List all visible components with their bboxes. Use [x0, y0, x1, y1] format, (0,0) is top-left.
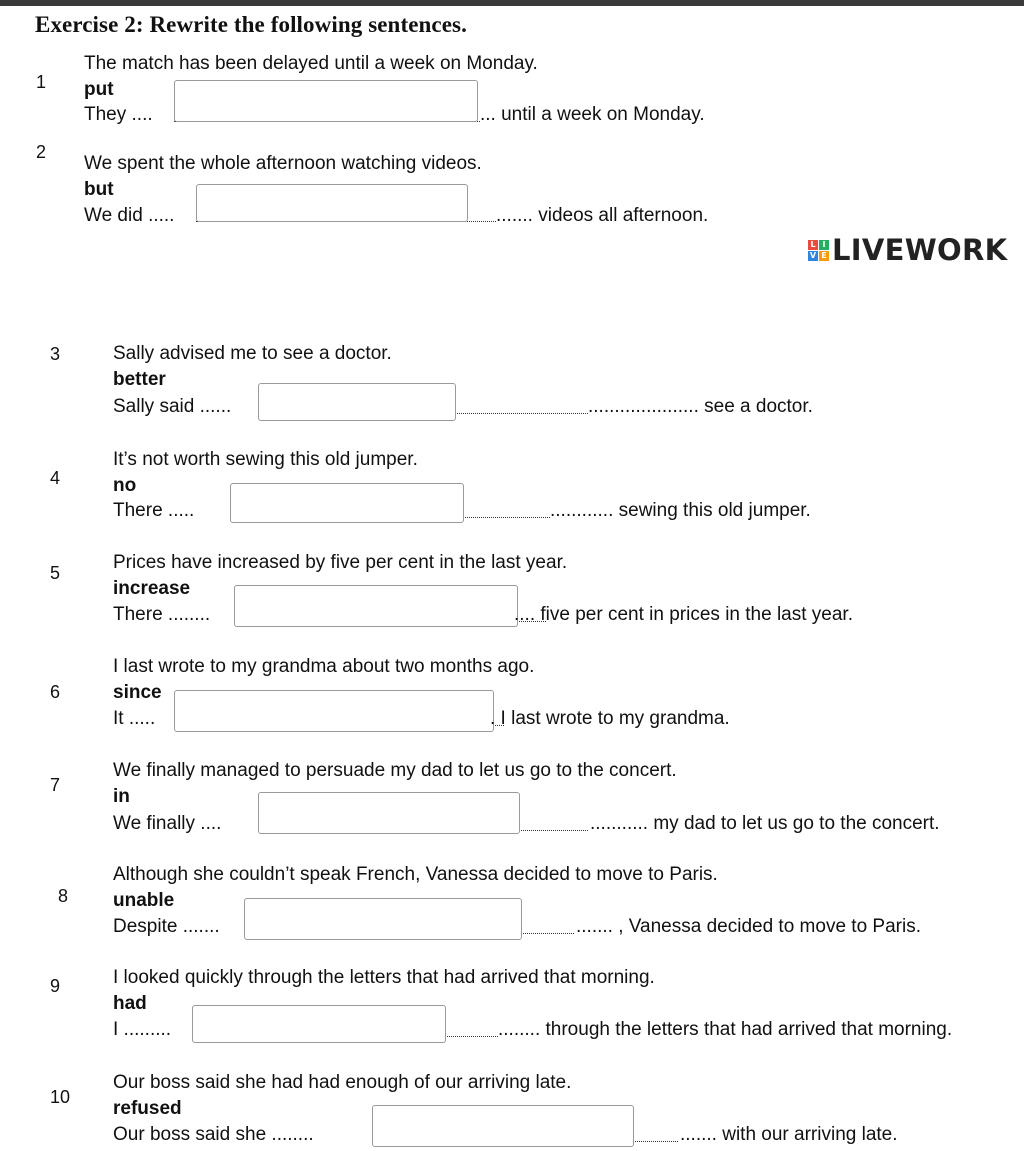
keyword: increase	[113, 578, 191, 599]
item-number: 5	[50, 563, 61, 583]
logo-letter: I	[819, 240, 829, 250]
answer-input-10[interactable]	[372, 1105, 634, 1147]
item-number: 4	[50, 468, 61, 488]
logo-text: LIVEWORK	[832, 233, 1008, 267]
keyword: since	[113, 682, 162, 703]
source-sentence: Prices have increased by five per cent in the last year.	[113, 552, 568, 573]
answer-suffix: ....... with our arriving late.	[680, 1124, 898, 1145]
answer-suffix: ....... , Vanessa decided to move to Paris.	[576, 916, 921, 937]
keyword: no	[113, 475, 137, 496]
answer-prefix: They ....	[84, 104, 153, 125]
answer-suffix: ........... my dad to let us go to the concert.	[590, 813, 940, 834]
liveworksheets-logo	[808, 233, 1007, 267]
answer-input-4[interactable]	[230, 483, 464, 523]
source-sentence: It’s not worth sewing this old jumper.	[113, 449, 418, 470]
exercise-title: Exercise 2: Rewrite the following sentences.	[35, 12, 467, 37]
source-sentence: I last wrote to my grandma about two months ago.	[113, 656, 535, 677]
answer-suffix: ..................... see a doctor.	[588, 396, 813, 417]
keyword: in	[113, 786, 130, 807]
answer-input-1[interactable]	[174, 80, 478, 122]
keyword: but	[84, 179, 114, 200]
item-number: 6	[50, 682, 61, 702]
answer-prefix: I .........	[113, 1019, 172, 1040]
top-bar	[0, 0, 1024, 6]
source-sentence: Although she couldn’t speak French, Vanessa decided to move to Paris.	[113, 864, 718, 885]
answer-input-9[interactable]	[192, 1005, 446, 1043]
answer-suffix: .... five per cent in prices in the last year.	[514, 604, 853, 625]
answer-suffix: ....... videos all afternoon.	[496, 205, 709, 226]
answer-input-3[interactable]	[258, 383, 456, 421]
keyword: had	[113, 993, 147, 1014]
answer-prefix: There .....	[113, 500, 195, 521]
answer-input-8[interactable]	[244, 898, 522, 940]
keyword: better	[113, 369, 166, 390]
answer-prefix: We did .....	[84, 205, 175, 226]
answer-prefix: Despite .......	[113, 916, 220, 937]
answer-input-5[interactable]	[234, 585, 518, 627]
answer-input-2[interactable]	[196, 184, 468, 222]
answer-suffix: ............ sewing this old jumper.	[550, 500, 811, 521]
item-number: 2	[36, 142, 47, 162]
answer-suffix: ........ through the letters that had arrived that morning.	[498, 1019, 953, 1040]
answer-input-7[interactable]	[258, 792, 520, 834]
keyword: unable	[113, 890, 175, 911]
logo-icon	[808, 240, 829, 261]
source-sentence: We spent the whole afternoon watching videos.	[84, 153, 482, 174]
answer-prefix: We finally ....	[113, 813, 222, 834]
item-number: 7	[50, 775, 61, 795]
item-number: 8	[58, 886, 69, 906]
item-number: 10	[50, 1087, 71, 1107]
keyword: refused	[113, 1098, 182, 1119]
answer-suffix: . I last wrote to my grandma.	[490, 708, 730, 729]
keyword: put	[84, 79, 114, 100]
item-number: 3	[50, 344, 61, 364]
answer-prefix: It .....	[113, 708, 156, 729]
logo-letter: L	[808, 240, 818, 250]
item-number: 1	[36, 72, 47, 92]
source-sentence: Sally advised me to see a doctor.	[113, 343, 392, 364]
source-sentence: Our boss said she had had enough of our arriving late.	[113, 1072, 572, 1093]
source-sentence: We finally managed to persuade my dad to let us go to the concert.	[113, 760, 677, 781]
answer-prefix: Our boss said she ........	[113, 1124, 314, 1145]
source-sentence: The match has been delayed until a week on Monday.	[84, 53, 538, 74]
answer-prefix: Sally said ......	[113, 396, 232, 417]
item-number: 9	[50, 976, 61, 996]
answer-suffix: ... until a week on Monday.	[480, 104, 705, 125]
logo-letter: V	[809, 250, 817, 260]
logo-letter: E	[819, 251, 829, 261]
answer-input-6[interactable]	[174, 690, 494, 732]
source-sentence: I looked quickly through the letters that had arrived that morning.	[113, 967, 655, 988]
answer-prefix: There ........	[113, 604, 211, 625]
